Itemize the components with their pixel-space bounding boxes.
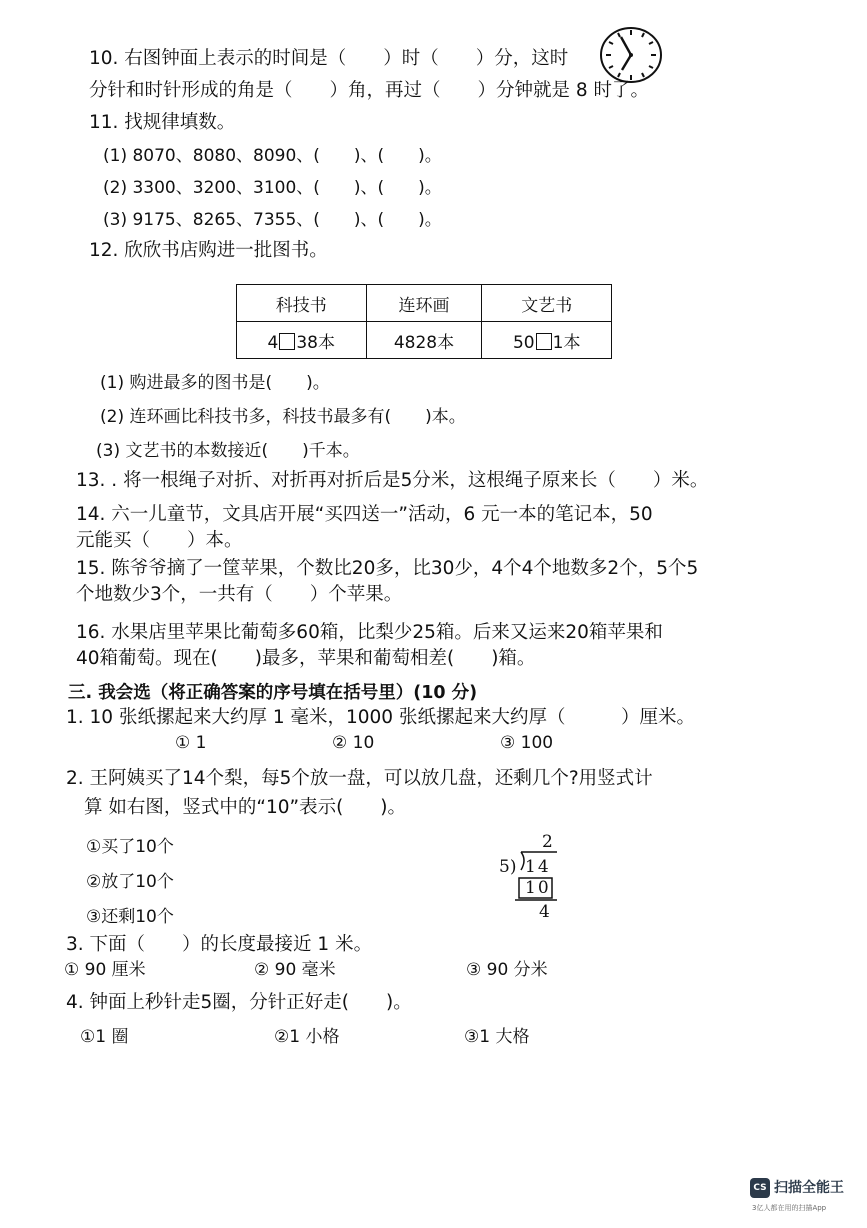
scanner-logo-icon: CS — [750, 1178, 770, 1198]
q14-line1: 14. 六一儿童节，文具店开展“买四送一”活动，6 元一本的笔记本，50 — [76, 504, 653, 525]
q12-sub-2: (2) 连环画比科技书多，科技书最多有( )本。 — [100, 407, 466, 427]
q10-line2: 分针和时针形成的角是（ ）角，再过（ ）分钟就是 8 时了。 — [89, 80, 650, 101]
q12-title: 12. 欣欣书店购进一批图书。 — [89, 240, 328, 261]
scanner-watermark-name: 扫描全能王 — [774, 1180, 844, 1196]
table-cell-science: 4 38本 — [237, 322, 367, 359]
q11-item-1: (1) 8070、8080、8090、( )、( )。 — [103, 146, 442, 166]
division-dividend: 14 — [525, 857, 551, 877]
q14-line2: 元能买（ ）本。 — [76, 530, 243, 551]
book-table — [236, 284, 612, 359]
choice-2-line2: 算 如右图，竖式中的“10”表示( )。 — [84, 797, 407, 818]
choice-1-stem: 1. 10 张纸摞起来大约厚 1 毫米，1000 张纸摞起来大约厚（ ）厘米。 — [66, 707, 695, 728]
q16-line1: 16. 水果店里苹果比葡萄多60箱，比梨少25箱。后来又运来20箱苹果和 — [76, 622, 663, 643]
q10-line1: 10. 右图钟面上表示的时间是（ ）时（ ）分，这时 — [89, 48, 569, 69]
q12-sub-3: (3) 文艺书的本数接近( )千本。 — [96, 441, 360, 461]
q15-line1: 15. 陈爷爷摘了一筐苹果，个数比20多，比30少，4个4个地数多2个，5个5 — [76, 558, 699, 579]
long-division-figure — [497, 832, 567, 922]
q13-text: 13. . 将一根绳子对折、对折再对折后是5分米，这根绳子原来长（ ）米。 — [76, 470, 709, 491]
scanner-watermark-tagline: 3亿人都在用的扫描App — [752, 1204, 827, 1212]
table-header-literature: 文艺书 — [482, 285, 612, 322]
choice-4-option-3: ③1 大格 — [464, 1027, 530, 1047]
table-cell-comic: 4828本 — [366, 322, 482, 359]
blank-box — [536, 333, 552, 350]
choice-2-option-3: ③还剩10个 — [86, 907, 174, 927]
choice-1-option-2: ② 10 — [332, 733, 375, 753]
table-header-science: 科技书 — [237, 285, 367, 322]
choice-3-option-2: ② 90 毫米 — [254, 960, 336, 980]
choice-3-stem: 3. 下面（ ）的长度最接近 1 米。 — [66, 934, 373, 955]
choice-1-option-1: ① 1 — [175, 733, 207, 753]
choice-2-option-2: ②放了10个 — [86, 872, 174, 892]
table-cell-literature: 50 1本 — [482, 322, 612, 359]
section-title: 三. 我会选（将正确答案的序号填在括号里）(10 分) — [68, 683, 478, 703]
q11-item-2: (2) 3300、3200、3100、( )、( )。 — [103, 178, 442, 198]
clock-face-icon — [598, 25, 664, 85]
division-product: 10 — [525, 878, 551, 898]
q16-line2: 40箱葡萄。现在( )最多，苹果和葡萄相差( )箱。 — [76, 648, 536, 669]
division-divisor: 5) — [499, 857, 517, 877]
choice-3-option-3: ③ 90 分米 — [466, 960, 548, 980]
blank-box — [279, 333, 295, 350]
choice-2-line1: 2. 王阿姨买了14个梨，每5个放一盘，可以放几盘，还剩几个?用竖式计 — [66, 768, 653, 789]
q11-item-3: (3) 9175、8265、7355、( )、( )。 — [103, 210, 442, 230]
choice-4-option-2: ②1 小格 — [274, 1027, 340, 1047]
choice-3-option-1: ① 90 厘米 — [64, 960, 146, 980]
choice-4-stem: 4. 钟面上秒针走5圈，分针正好走( )。 — [66, 992, 412, 1013]
table-header-comic: 连环画 — [366, 285, 482, 322]
q12-sub-1: (1) 购进最多的图书是( )。 — [100, 373, 330, 393]
q11-title: 11. 找规律填数。 — [89, 112, 236, 133]
division-remainder: 4 — [539, 902, 550, 922]
division-quotient: 2 — [542, 832, 553, 852]
q15-line2: 个地数少3个，一共有（ ）个苹果。 — [76, 584, 403, 605]
choice-4-option-1: ①1 圈 — [80, 1027, 129, 1047]
choice-2-option-1: ①买了10个 — [86, 837, 174, 857]
choice-1-option-3: ③ 100 — [500, 733, 554, 753]
